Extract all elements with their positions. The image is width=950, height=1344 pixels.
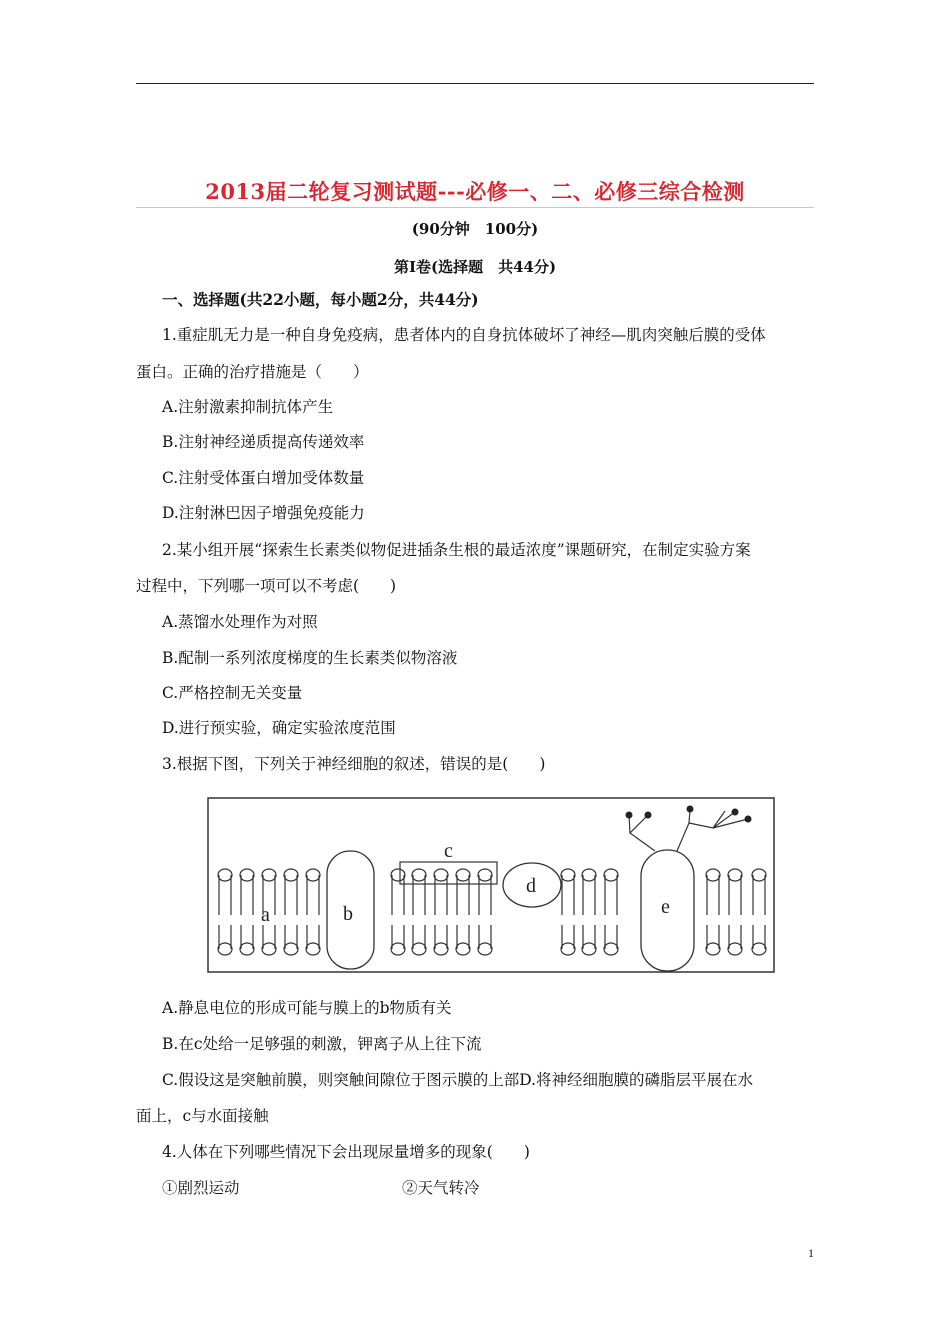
phospholipid-head: [752, 943, 766, 955]
question-1-option-a: A.注射激素抑制抗体产生: [162, 398, 334, 416]
question-1-option-c: C.注射受体蛋白增加受体数量: [162, 469, 365, 487]
exam-duration-score: (90分钟 100分): [411, 220, 539, 238]
phospholipid-head: [284, 869, 298, 881]
section-heading: 一、选择题(共22小题，每小题2分，共44分): [162, 290, 479, 309]
phospholipid-head: [728, 943, 742, 955]
question-3-option-c-d: C.假设这是突触前膜，则突触间隙位于图示膜的上部D.将神经细胞膜的磷脂层平展在水: [162, 1071, 754, 1089]
question-3-option-a: A.静息电位的形成可能与膜上的b物质有关: [162, 999, 452, 1017]
phospholipid-head: [752, 869, 766, 881]
question-3-option-b: B.在c处给一足够强的刺激，钾离子从上往下流: [162, 1035, 482, 1053]
question-3-option-d-cont: 面上，c与水面接触: [136, 1107, 269, 1125]
phospholipid-head: [478, 869, 492, 881]
question-3-text: 3.根据下图，下列关于神经细胞的叙述，错误的是( ): [162, 755, 546, 773]
phospholipid-head: [262, 943, 276, 955]
question-4-text: 4.人体在下列哪些情况下会出现尿量增多的现象( ): [162, 1143, 530, 1161]
phospholipid-head: [412, 943, 426, 955]
phospholipid-head: [434, 943, 448, 955]
label-d: d: [526, 875, 536, 897]
question-2-text-cont: 过程中，下列哪一项可以不考虑( ): [136, 577, 397, 595]
question-2-option-d: D.进行预实验，确定实验浓度范围: [162, 719, 396, 737]
question-2-option-b: B.配制一系列浓度梯度的生长素类似物溶液: [162, 649, 458, 667]
title-underline: [136, 207, 814, 208]
phospholipid-head: [391, 943, 405, 955]
page-number: 1: [808, 1246, 814, 1260]
phospholipid-head: [306, 869, 320, 881]
question-1-text-cont: 蛋白。正确的治疗措施是（ ）: [136, 363, 369, 381]
phospholipid-head: [306, 943, 320, 955]
phospholipid-head: [262, 869, 276, 881]
question-2-text: 2.某小组开展“探索生长素类似物促进插条生根的最适浓度”课题研究，在制定实验方案: [162, 541, 751, 559]
label-e: e: [661, 896, 670, 918]
question-1-option-b: B.注射神经递质提高传递效率: [162, 433, 365, 451]
question-1-text: 1.重症肌无力是一种自身免疫病，患者体内的自身抗体破坏了神经—肌肉突触后膜的受体: [162, 326, 766, 344]
phospholipid-head: [728, 869, 742, 881]
phospholipid-head: [456, 869, 470, 881]
question-4-item-2: ②天气转冷: [402, 1179, 480, 1197]
part-heading: 第Ⅰ卷(选择题 共44分): [393, 258, 557, 276]
cell-membrane-diagram: [207, 797, 775, 973]
phospholipid-head: [561, 869, 575, 881]
document-title: 2013届二轮复习测试题---必修一、二、必修三综合检测: [205, 179, 745, 204]
sugar-chain-beads: [626, 806, 752, 823]
phospholipid-head: [561, 943, 575, 955]
phospholipid-head: [478, 943, 492, 955]
phospholipid-head: [218, 943, 232, 955]
question-2-option-c: C.严格控制无关变量: [162, 684, 303, 702]
phospholipid-head: [412, 869, 426, 881]
label-b: b: [343, 903, 353, 925]
phospholipid-head: [706, 943, 720, 955]
phospholipid-head: [391, 869, 405, 881]
phospholipid-head: [604, 943, 618, 955]
phospholipid-head: [240, 943, 254, 955]
question-1-option-d: D.注射淋巴因子增强免疫能力: [162, 504, 365, 522]
question-4-item-1: ①剧烈运动: [162, 1179, 240, 1197]
phospholipid-head: [582, 869, 596, 881]
phospholipid-head: [706, 869, 720, 881]
question-2-option-a: A.蒸馏水处理作为对照: [162, 613, 318, 631]
phospholipid-head: [240, 869, 254, 881]
phospholipid-head: [434, 869, 448, 881]
label-c: c: [444, 840, 453, 862]
label-a: a: [261, 904, 270, 926]
phospholipid-head: [582, 943, 596, 955]
header-rule: [136, 83, 814, 84]
phospholipid-head: [456, 943, 470, 955]
phospholipid-head: [284, 943, 298, 955]
phospholipid-head: [218, 869, 232, 881]
phospholipid-head: [604, 869, 618, 881]
